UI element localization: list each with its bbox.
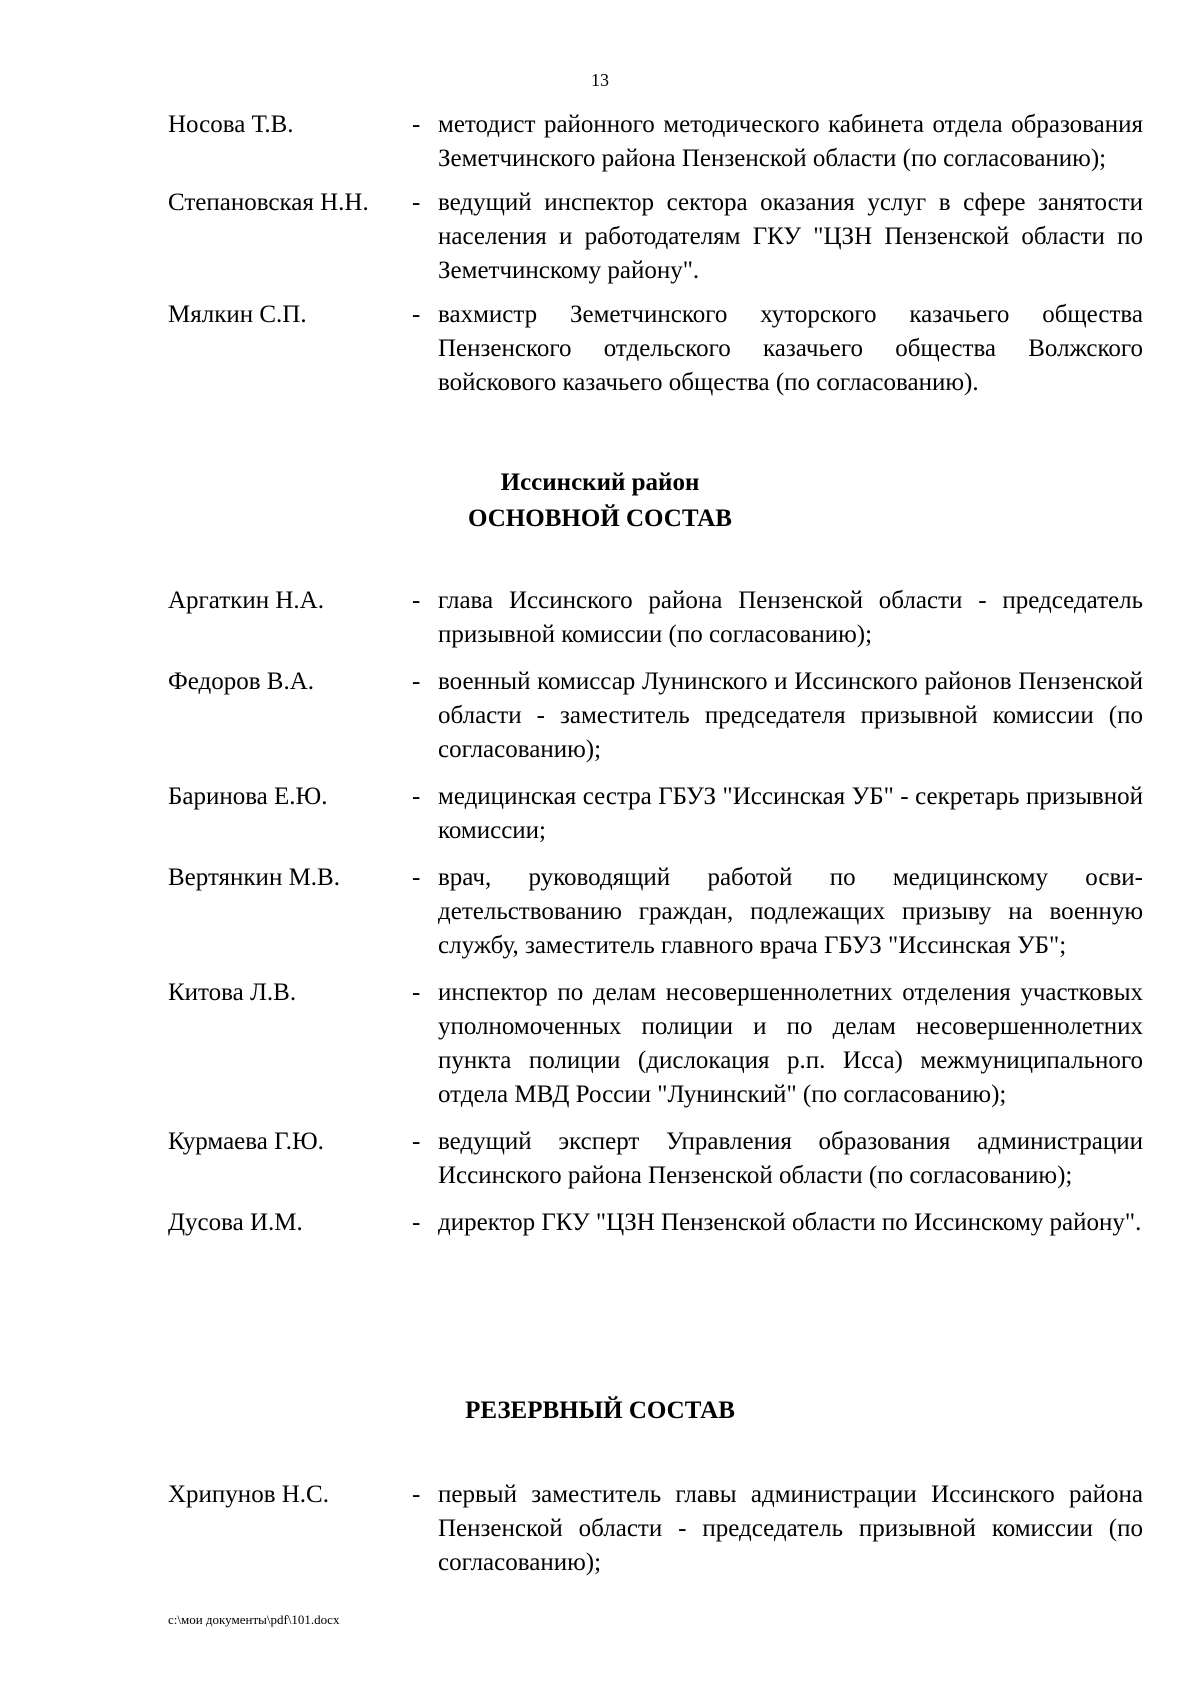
list-item: [168, 976, 1143, 1112]
member-position: инспектор по делам несовершеннолетних отделения участковых уполномоченных полиции и по делам несовершеннолетних пункта полиции (дислокация р.п. Исса) межмуниципального отдела МВД России "Лунинский" (по согласованию);: [438, 979, 1143, 1108]
list-item: [168, 186, 1143, 288]
member-name: Дусова И.М.: [168, 1209, 303, 1236]
dash-separator: -: [412, 189, 421, 216]
reserve-entries-list: [168, 1478, 1143, 1580]
list-item: [168, 298, 1143, 400]
member-position: директор ГКУ "ЦЗН Пензенской области по Иссинскому району".: [438, 1209, 1142, 1236]
member-name: Аргаткин Н.А.: [168, 587, 324, 614]
member-name: Хрипунов Н.С.: [168, 1481, 329, 1508]
dash-separator: -: [412, 783, 421, 810]
dash-separator: -: [412, 1481, 421, 1508]
member-position: методист районного методического кабинета отдела образования Земетчинского района Пензенской области (по согласованию);: [438, 111, 1143, 172]
footer-file-path: c:\мои документы\pdf\101.docx: [168, 1612, 340, 1627]
dash-separator: -: [412, 1209, 421, 1236]
list-item: [168, 584, 1143, 652]
district-heading: Иссинский район: [500, 469, 700, 496]
dash-separator: -: [412, 979, 421, 1006]
member-name: Федоров В.А.: [168, 668, 315, 695]
top-entries-list: [168, 108, 1143, 400]
member-position: первый заместитель главы администрации Иссинского района Пензенской области - председатель призывной комиссии (по согласованию);: [438, 1481, 1143, 1576]
member-name: Носова Т.В.: [168, 111, 294, 138]
member-name: Мялкин С.П.: [168, 301, 307, 328]
dash-separator: -: [412, 111, 421, 138]
list-item: [168, 780, 1143, 848]
member-name: Вертянкин М.В.: [168, 864, 340, 891]
page-number: 13: [591, 70, 609, 90]
dash-separator: -: [412, 864, 421, 891]
member-name: Китова Л.В.: [168, 979, 297, 1006]
main-entries-list: [168, 584, 1143, 1240]
member-name: Баринова Е.Ю.: [168, 783, 328, 810]
member-position: ведущий инспектор сектора оказания услуг в сфере занятости населения и работодателям ГКУ "ЦЗН Пензенской области по Земетчинскому району".: [438, 189, 1143, 284]
main-composition-heading: ОСНОВНОЙ СОСТАВ: [468, 505, 732, 532]
member-position: ведущий эксперт Управления образования администрации Иссинского района Пензенской области (по согласованию);: [438, 1128, 1143, 1189]
member-position: вахмистр Земетчинского хуторского казачьего общества Пензенского отдельского казачьего общества Волжского войскового казачьего общества (по согласованию).: [438, 301, 1143, 396]
list-item: [168, 108, 1143, 176]
list-item: [168, 665, 1143, 767]
member-position: глава Иссинского района Пензенской области - председатель призывной комиссии (по согласованию);: [438, 587, 1143, 648]
reserve-composition-heading: РЕЗЕРВНЫЙ СОСТАВ: [465, 1397, 735, 1424]
dash-separator: -: [412, 1128, 421, 1155]
member-name: Степановская Н.Н.: [168, 189, 369, 216]
member-position: врач, руководящий работой по медицинскому осви-детельствованию граждан, подлежащих призыву на военную службу, заместитель главного врача ГБУЗ "Иссинская УБ";: [438, 864, 1143, 959]
list-item: [168, 1206, 1143, 1240]
dash-separator: -: [412, 301, 421, 328]
list-item: [168, 861, 1143, 963]
dash-separator: -: [412, 668, 421, 695]
member-position: медицинская сестра ГБУЗ "Иссинская УБ" - секретарь призывной комиссии;: [438, 783, 1143, 844]
list-item: [168, 1478, 1143, 1580]
member-name: Курмаева Г.Ю.: [168, 1128, 324, 1155]
list-item: [168, 1125, 1143, 1193]
member-position: военный комиссар Лунинского и Иссинского районов Пензенской области - заместитель председателя призывной комиссии (по согласованию);: [438, 668, 1143, 763]
dash-separator: -: [412, 587, 421, 614]
